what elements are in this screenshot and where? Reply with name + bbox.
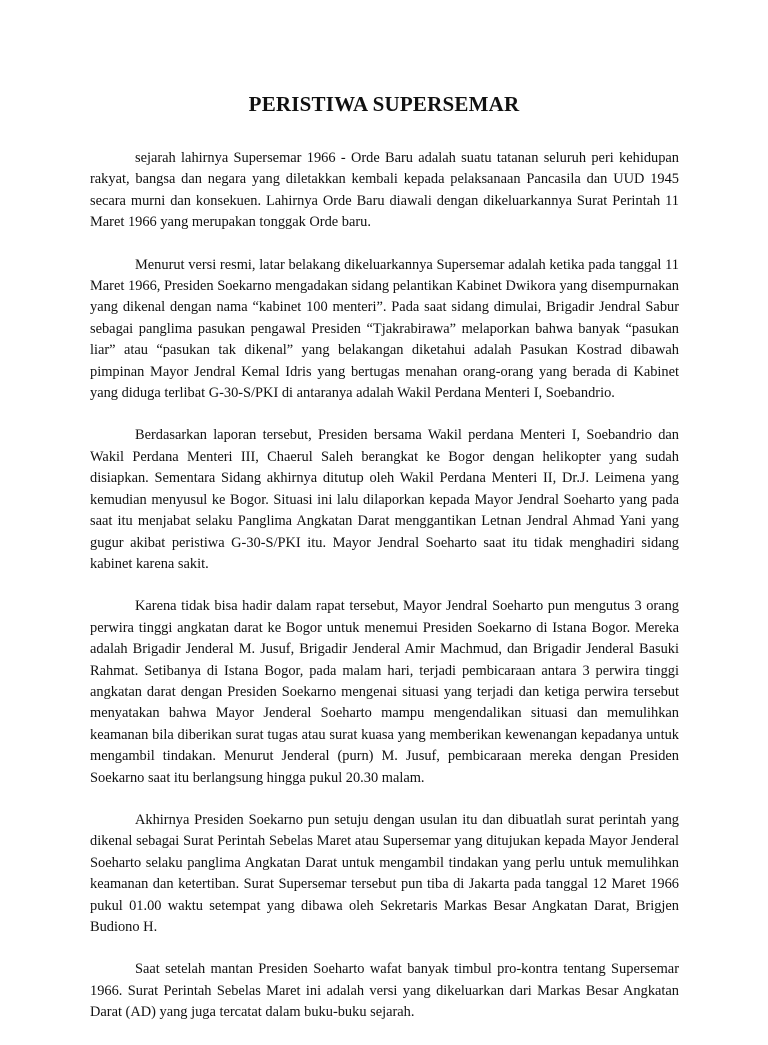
paragraph-3: Berdasarkan laporan tersebut, Presiden bersama Wakil perdana Menteri I, Soebandrio dan Wakil Perdana Menteri III, Chaerul Saleh berangkat ke Bogor dengan helikopter yang sudah disiapkan. Sementara Sidang akhirnya ditutup oleh Wakil Perdana Menteri II, Dr.J. Leimena yang kemudian menyusul ke Bogor. Situasi ini lalu dilaporkan kepada Mayor Jendral Soeharto yang pada saat itu menjabat selaku Panglima Angkatan Darat menggantikan Letnan Jendral Ahmad Yani yang gugur akibat peristiwa G-30-S/PKI itu. Mayor Jendral Soeharto saat itu tidak menghadiri sidang kabinet karena sakit.	[90, 427, 679, 572]
document-body	[90, 148, 679, 1045]
paragraph-2: Menurut versi resmi, latar belakang dikeluarkannya Supersemar adalah ketika pada tanggal 11 Maret 1966, Presiden Soekarno mengadakan sidang pelantikan Kabinet Dwikora yang disempurnakan yang dikenal dengan nama “kabinet 100 menteri”. Pada saat sidang dimulai, Brigadir Jendral Sabur sebagai panglima pasukan pengawal Presiden “Tjakrabirawa” melaporkan bahwa banyak “pasukan liar” atau “pasukan tak dikenal” yang belakangan diketahui adalah Pasukan Kostrad dibawah pimpinan Mayor Jendral Kemal Idris yang bertugas menahan orang-orang yang berada di Kabinet yang diduga terlibat G-30-S/PKI di antaranya adalah Wakil Perdana Menteri I, Soebandrio.	[90, 256, 679, 402]
paragraph-5: Akhirnya Presiden Soekarno pun setuju dengan usulan itu dan dibuatlah surat perintah yang dikenal sebagai Surat Perintah Sebelas Maret atau Supersemar yang ditujukan kepada Mayor Jenderal Soeharto selaku panglima Angkatan Darat untuk mengambil tindakan yang perlu untuk memulihkan keamanan dan ketertiban. Surat Supersemar tersebut pun tiba di Jakarta pada tanggal 12 Maret 1966 pukul 01.00 waktu setempat yang dibawa oleh Sekretaris Markas Besar Angkatan Darat, Brigjen Budiono H.	[90, 811, 679, 935]
paragraph-4: Karena tidak bisa hadir dalam rapat tersebut, Mayor Jendral Soeharto pun mengutus 3 orang perwira tinggi angkatan darat ke Bogor untuk menemui Presiden Soekarno di Istana Bogor. Mereka adalah Brigadir Jenderal M. Jusuf, Brigadir Jenderal Amir Machmud, dan Brigadir Jenderal Basuki Rahmat. Setibanya di Istana Bogor, pada malam hari, terjadi pembicaraan antara 3 perwira tinggi angkatan darat dengan Presiden Soekarno mengenai situasi yang terjadi dan ketiga perwira tersebut menyatakan bahwa Mayor Jenderal Soeharto mampu mengendalikan situasi dan memulihkan keamanan bila diberikan surat tugas atau surat kuasa yang memberikan kewenangan kepadanya untuk mengambil tindakan. Menurut Jenderal (purn) M. Jusuf, pembicaraan mereka dengan Presiden Soekarno saat itu berlangsung hingga pukul 20.30 malam.	[90, 598, 679, 786]
page-title: PERISTIWA SUPERSEMAR	[248, 92, 520, 116]
paragraph-6: Saat setelah mantan Presiden Soeharto wafat banyak timbul pro-kontra tentang Supersemar 1966. Surat Perintah Sebelas Maret ini adalah versi yang dikeluarkan dari Markas Besar Angkatan Darat (AD) yang juga tercatat dalam buku-buku sejarah.	[90, 961, 679, 1021]
paragraph-1: sejarah lahirnya Supersemar 1966 - Orde Baru adalah suatu tatanan seluruh peri kehidupan rakyat, bangsa dan negara yang diletakkan kembali kepada pelaksanaan Pancasila dan UUD 1945 secara murni dan konsekuen. Lahirnya Orde Baru diawali dengan dikeluarkannya Surat Perintah 11 Maret 1966 yang merupakan tonggak Orde baru.	[90, 150, 679, 231]
